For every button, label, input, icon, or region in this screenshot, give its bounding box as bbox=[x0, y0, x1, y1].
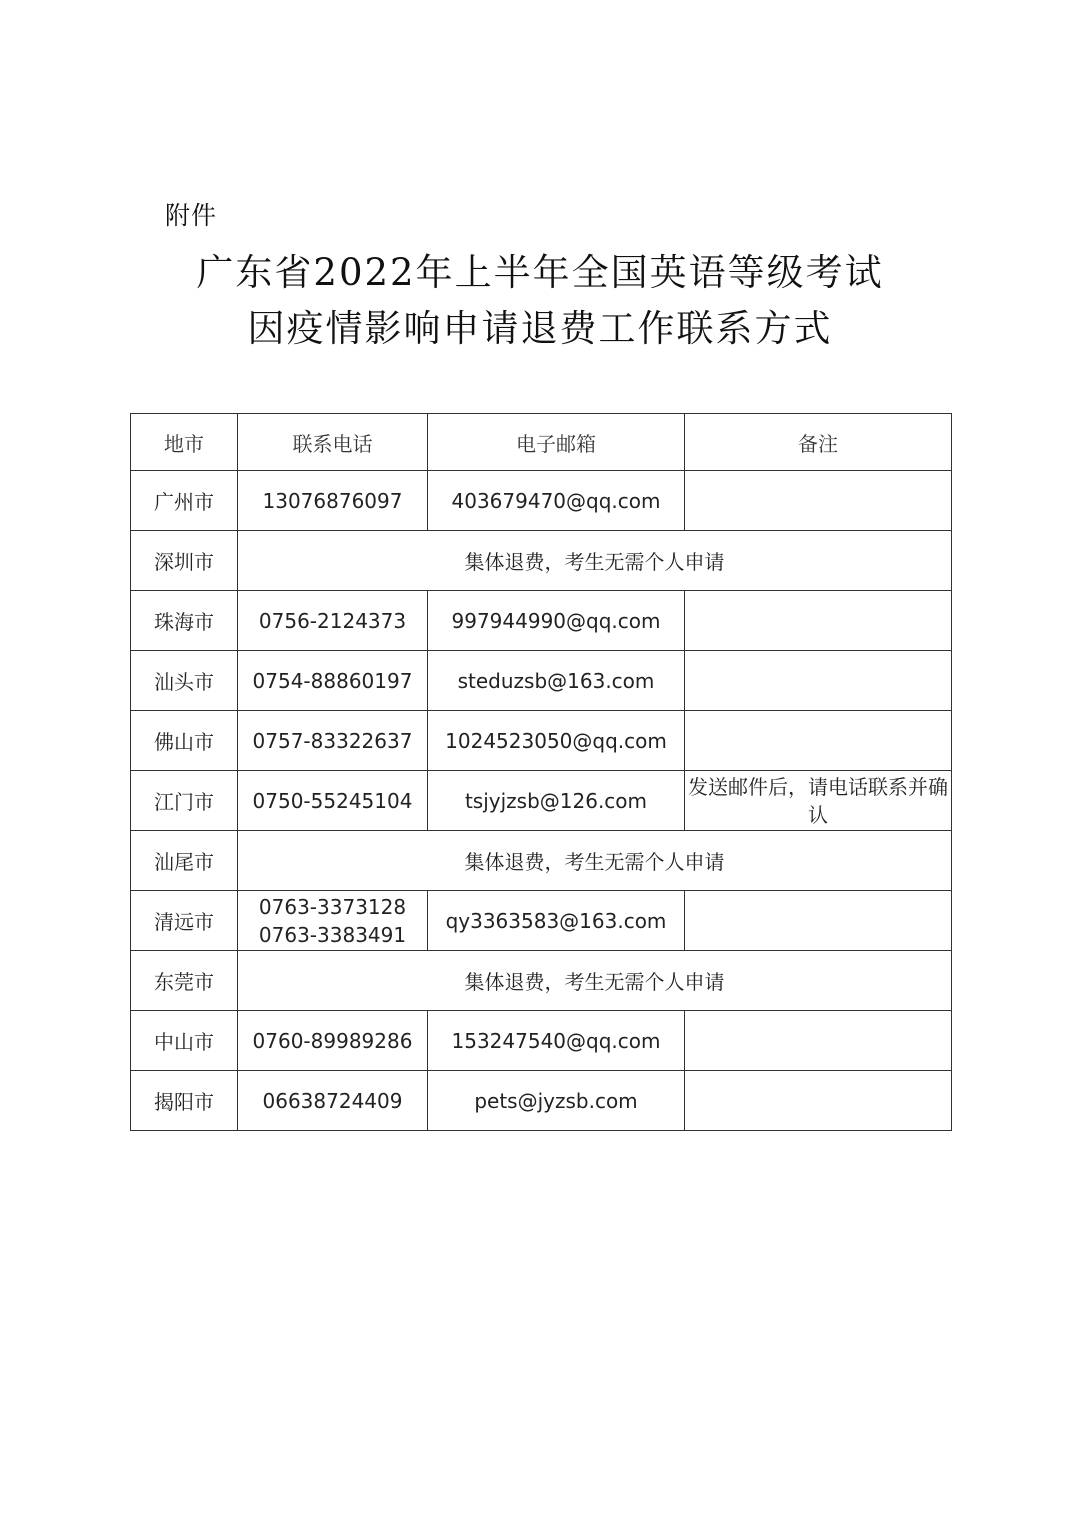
phone-line-2: 0763-3383491 bbox=[258, 922, 407, 947]
contact-table bbox=[130, 413, 952, 1131]
remark-cell bbox=[685, 651, 952, 711]
header-phone: 联系电话 bbox=[238, 414, 428, 471]
city-cell: 清远市 bbox=[131, 891, 238, 951]
email-cell: qy3363583@163.com bbox=[428, 891, 685, 951]
remark-cell bbox=[685, 1071, 952, 1131]
remark-cell bbox=[685, 591, 952, 651]
email-cell: steduzsb@163.com bbox=[428, 651, 685, 711]
city-cell: 江门市 bbox=[131, 771, 238, 831]
city-cell: 深圳市 bbox=[131, 531, 238, 591]
email-cell: 997944990@qq.com bbox=[428, 591, 685, 651]
city-cell: 佛山市 bbox=[131, 711, 238, 771]
phone-cell: 0754-88860197 bbox=[238, 651, 428, 711]
table-row bbox=[131, 711, 952, 771]
remark-cell bbox=[685, 471, 952, 531]
city-cell: 中山市 bbox=[131, 1011, 238, 1071]
table-row bbox=[131, 651, 952, 711]
collective-refund-note: 集体退费，考生无需个人申请 bbox=[238, 531, 952, 591]
email-cell: 153247540@qq.com bbox=[428, 1011, 685, 1071]
attachment-label: 附件 bbox=[165, 201, 218, 230]
table-row bbox=[131, 1071, 952, 1131]
email-cell: 1024523050@qq.com bbox=[428, 711, 685, 771]
phone-cell: 0756-2124373 bbox=[238, 591, 428, 651]
table-header-row bbox=[131, 414, 952, 471]
city-cell: 珠海市 bbox=[131, 591, 238, 651]
document-title-line-1: 广东省2022年上半年全国英语等级考试 bbox=[196, 251, 884, 294]
table-row bbox=[131, 951, 952, 1011]
document-title-line-2: 因疫情影响申请退费工作联系方式 bbox=[247, 307, 833, 350]
city-cell: 东莞市 bbox=[131, 951, 238, 1011]
city-cell: 广州市 bbox=[131, 471, 238, 531]
table-row bbox=[131, 1011, 952, 1071]
phone-cell: 0757-83322637 bbox=[238, 711, 428, 771]
header-remark: 备注 bbox=[685, 414, 952, 471]
table-row bbox=[131, 531, 952, 591]
city-cell: 揭阳市 bbox=[131, 1071, 238, 1131]
remark-cell bbox=[685, 891, 952, 951]
phone-cell: 13076876097 bbox=[238, 471, 428, 531]
collective-refund-note: 集体退费，考生无需个人申请 bbox=[238, 951, 952, 1011]
phone-cell: 0750-55245104 bbox=[238, 771, 428, 831]
table-row bbox=[131, 591, 952, 651]
phone-cell: 06638724409 bbox=[238, 1071, 428, 1131]
remark-cell bbox=[685, 1011, 952, 1071]
email-cell: 403679470@qq.com bbox=[428, 471, 685, 531]
header-city: 地市 bbox=[131, 414, 238, 471]
phone-cell bbox=[238, 891, 428, 951]
collective-refund-note: 集体退费，考生无需个人申请 bbox=[238, 831, 952, 891]
city-cell: 汕头市 bbox=[131, 651, 238, 711]
phone-line-1: 0763-3373128 bbox=[258, 894, 407, 919]
table-row bbox=[131, 831, 952, 891]
table-row bbox=[131, 771, 952, 831]
table-row bbox=[131, 891, 952, 951]
phone-cell: 0760-89989286 bbox=[238, 1011, 428, 1071]
email-cell: tsjyjzsb@126.com bbox=[428, 771, 685, 831]
remark-cell: 发送邮件后，请电话联系并确认 bbox=[685, 771, 952, 831]
header-email: 电子邮箱 bbox=[428, 414, 685, 471]
email-cell: pets@jyzsb.com bbox=[428, 1071, 685, 1131]
remark-cell bbox=[685, 711, 952, 771]
city-cell: 汕尾市 bbox=[131, 831, 238, 891]
table-row bbox=[131, 471, 952, 531]
